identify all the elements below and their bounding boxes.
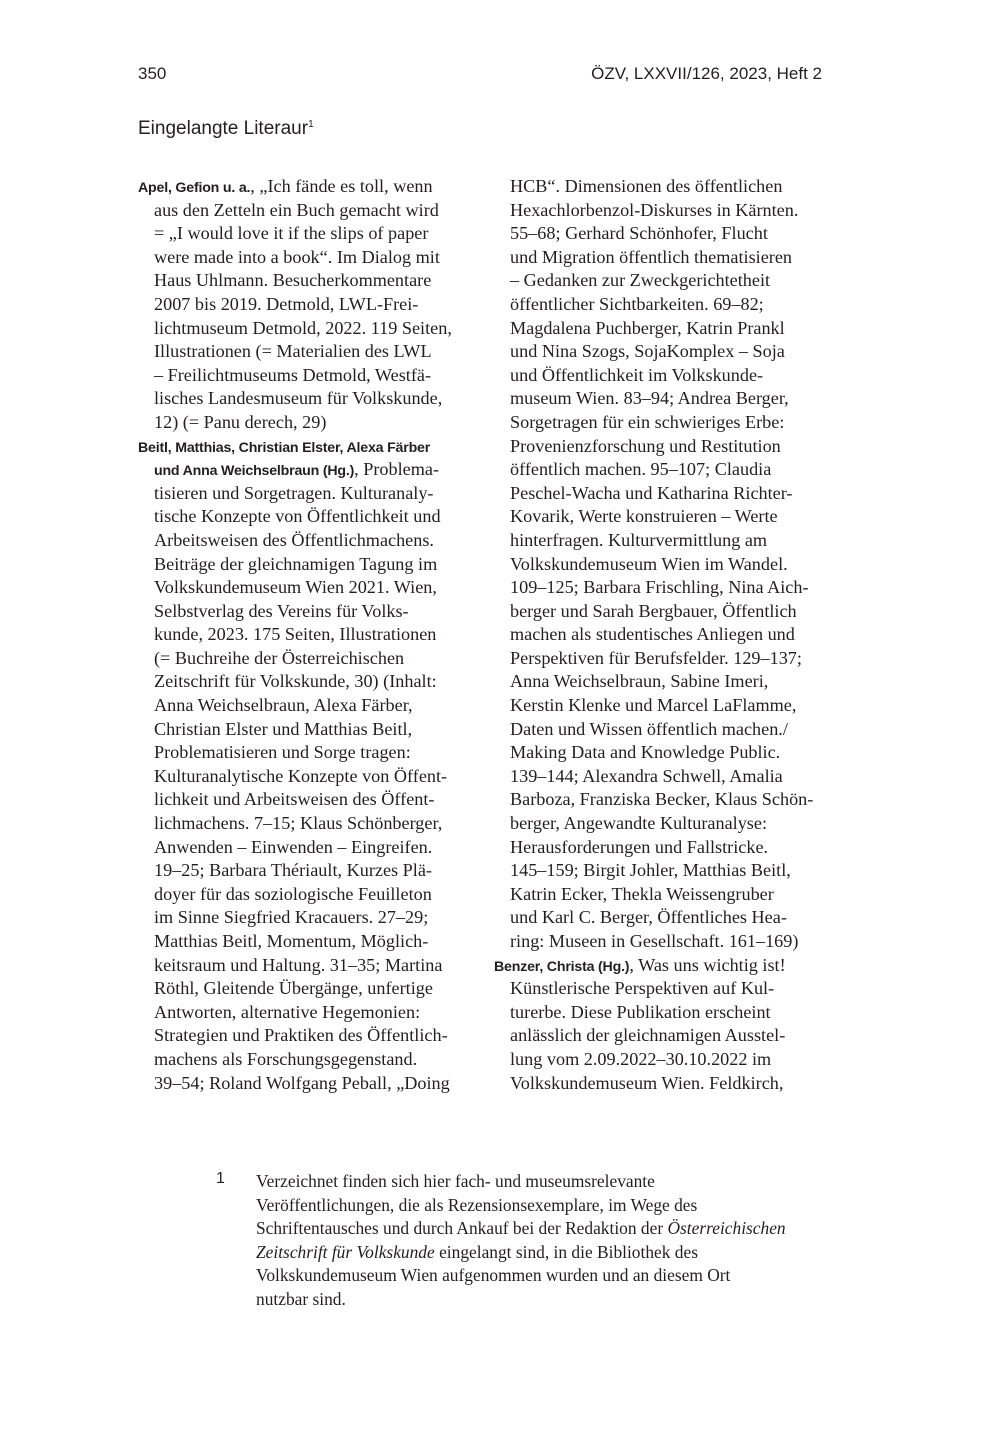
entry-line: Künstlerische Perspektiven auf Kul- (510, 978, 775, 999)
entry-line: Peschel-Wacha und Katharina Richter- (510, 482, 793, 503)
entry-line: Sorgetragen für ein schwieriges Erbe: (510, 411, 785, 432)
entry-line (138, 435, 478, 459)
entry-line: im Sinne Siegfried Kracauers. 27–29; (154, 907, 429, 928)
entry-line: lung vom 2.09.2022–30.10.2022 im (510, 1048, 772, 1069)
entry-line: = „I would love it if the slips of paper (154, 223, 429, 244)
column-right (494, 175, 834, 1095)
entry-line: Haus Uhlmann. Besucherkommentare (154, 270, 432, 291)
entry-line: 109–125; Barbara Frischling, Nina Aich- (510, 577, 809, 598)
entry-line: 12) (= Panu derech, 29) (154, 411, 327, 432)
entry-benzer (494, 954, 834, 1096)
footnote-reference: 1 (308, 119, 314, 130)
footnote-text: eingelangt sind, in die Bibliothek des (434, 1241, 698, 1262)
entry-line: und Öffentlichkeit im Volkskunde- (510, 364, 764, 385)
entry-beitl (138, 435, 478, 1096)
entry-line (138, 458, 478, 482)
entry-line: lichtmuseum Detmold, 2022. 119 Seiten, (154, 317, 452, 338)
entry-line: Kovarik, Werte konstruieren – Werte (510, 506, 778, 527)
entry-line: und Karl C. Berger, Öffentliches Hea- (510, 907, 787, 928)
entry-line: Antworten, alternative Hegemonien: (154, 1001, 421, 1022)
entry-beitl-continued (494, 175, 834, 954)
entry-author: Apel, Gefion u. a. (138, 180, 251, 196)
entry-line: 139–144; Alexandra Schwell, Amalia (510, 765, 783, 786)
entry-line: berger, Angewandte Kulturanalyse: (510, 813, 768, 834)
footnote-text: Schriftentausches und durch Ankauf bei der Redaktion der (256, 1218, 668, 1239)
entry-author: Beitl, Matthias, Christian Elster, Alexa Färber (138, 439, 431, 456)
entry-line: Volkskundemuseum Wien 2021. Wien, (154, 577, 437, 598)
entry-line: Beiträge der gleichnamigen Tagung im (154, 553, 438, 574)
entry-line: lisches Landesmuseum für Volkskunde, (154, 388, 443, 409)
entry-line: Matthias Beitl, Momentum, Möglich- (154, 931, 429, 951)
entry-line: und Migration öffentlich thematisieren (510, 246, 793, 267)
entry-line: Barboza, Franziska Becker, Klaus Schön- (510, 789, 814, 810)
entry-apel (138, 175, 478, 435)
entry-line: 39–54; Roland Wolfgang Peball, „Doing (154, 1072, 450, 1093)
entry-line: machens als Forschungsgegenstand. (154, 1048, 418, 1069)
footnote-number: 1 (216, 1170, 225, 1187)
entry-line: Herausforderungen und Fallstricke. (510, 836, 769, 857)
entry-line: keitsraum und Haltung. 31–35; Martina (154, 954, 443, 975)
entry-line: öffentlich machen. 95–107; Claudia (510, 459, 772, 480)
footnote-line: nutzbar sind. (256, 1288, 346, 1309)
entry-line: 145–159; Birgit Johler, Matthias Beitl, (510, 860, 791, 881)
entry-author: Benzer, Christa (Hg.) (494, 958, 630, 975)
entry-line: und Nina Szogs, SojaKomplex – Soja (510, 341, 785, 362)
entry-line: ring: Museen in Gesellschaft. 161–169) (510, 931, 799, 951)
entry-line: Volkskundemuseum Wien im Wandel. (510, 553, 788, 574)
entry-author: und Anna Weichselbraun (Hg.) (154, 463, 355, 480)
footnote-body (256, 1170, 836, 1312)
entry-line: Perspektiven für Berufsfelder. 129–137; (510, 647, 802, 668)
entry-line: 55–68; Gerhard Schönhofer, Flucht (510, 223, 768, 244)
section-title-text: Eingelangte Literaur (138, 118, 309, 139)
footnote-line (256, 1217, 836, 1241)
entry-line: Making Data and Knowledge Public. (510, 742, 781, 763)
entry-line: hinterfragen. Kulturvermittlung am (510, 529, 768, 550)
entry-line: Katrin Ecker, Thekla Weissengruber (510, 883, 774, 904)
entry-line: Selbstverlag des Vereins für Volks- (154, 600, 409, 621)
entry-line: Problematisieren und Sorge tragen: (154, 742, 411, 763)
page-number: 350 (138, 64, 167, 83)
entry-line: were made into a book“. Im Dialog mit (154, 246, 440, 267)
entry-line: – Freilichtmuseums Detmold, Westfä- (154, 364, 432, 385)
entry-line: anlässlich der gleichnamigen Ausstel- (510, 1025, 786, 1046)
journal-title-italic: Österreichischen (667, 1218, 786, 1239)
entry-text: , Was uns wichtig ist! (629, 954, 786, 975)
entry-line: Volkskundemuseum Wien. Feldkirch, (510, 1072, 784, 1093)
entry-line: Arbeitsweisen des Öffentlichmachens. (154, 529, 434, 550)
entry-line: Magdalena Puchberger, Katrin Prankl (510, 317, 785, 338)
journal-title-italic: Zeitschrift für Volkskunde (256, 1241, 435, 1262)
entry-line: doyer für das soziologische Feuilleton (154, 883, 432, 904)
entry-line: öffentlicher Sichtbarkeiten. 69–82; (510, 293, 764, 314)
entry-line: Christian Elster und Matthias Beitl, (154, 718, 413, 739)
footnote-line (256, 1241, 836, 1265)
entry-line: – Gedanken zur Zweckgerichtetheit (510, 270, 771, 291)
entry-line: Anna Weichselbraun, Sabine Imeri, (510, 671, 769, 692)
entry-line: kunde, 2023. 175 Seiten, Illustrationen (154, 624, 437, 645)
entry-line: berger und Sarah Bergbauer, Öffentlich (510, 600, 797, 621)
entry-line (494, 954, 834, 978)
entry-line: Strategien und Praktiken des Öffentlich- (154, 1025, 448, 1046)
section-title (138, 118, 314, 140)
entry-line: Kerstin Klenke und Marcel LaFlamme, (510, 695, 797, 716)
entry-line: Hexachlorbenzol-Diskurses in Kärnten. (510, 199, 799, 220)
entry-line: tische Konzepte von Öffentlichkeit und (154, 506, 441, 527)
entry-line: turerbe. Diese Publikation erscheint (510, 1001, 771, 1022)
entry-line: HCB“. Dimensionen des öffentlichen (510, 176, 783, 196)
running-head: ÖZV, LXXVII/126, 2023, Heft 2 (591, 64, 822, 83)
column-left (138, 175, 478, 1095)
entry-line: lichmachens. 7–15; Klaus Schönberger, (154, 813, 443, 834)
entry-text: , Problema- (354, 459, 439, 480)
entry-line: (= Buchreihe der Österreichischen (154, 647, 405, 668)
entry-line: Kulturanalytische Konzepte von Öffent- (154, 765, 448, 786)
entry-line: machen als studentisches Anliegen und (510, 624, 795, 645)
entry-line: Anna Weichselbraun, Alexa Färber, (154, 695, 413, 716)
entry-line: 2007 bis 2019. Detmold, LWL-Frei- (154, 293, 419, 314)
entry-line: lichkeit und Arbeitsweisen des Öffent- (154, 789, 435, 810)
entry-line: tisieren und Sorgetragen. Kulturanaly- (154, 482, 434, 503)
entry-line: Röthl, Gleitende Übergänge, unfertige (154, 978, 433, 999)
entry-line: museum Wien. 83–94; Andrea Berger, (510, 388, 789, 409)
entry-line: Provenienzforschung und Restitution (510, 435, 781, 456)
footnote-line: Verzeichnet finden sich hier fach- und museumsrelevante (256, 1171, 655, 1191)
footnote-line: Volkskundemuseum Wien aufgenommen wurden und an diesem Ort (256, 1265, 731, 1286)
entry-line (138, 175, 478, 199)
entry-line: 19–25; Barbara Thériault, Kurzes Plä- (154, 860, 432, 881)
entry-line: Anwenden – Einwenden – Eingreifen. (154, 836, 433, 857)
entry-text: , „Ich fände es toll, wenn (250, 176, 433, 196)
entry-line: Daten und Wissen öffentlich machen./ (510, 718, 788, 739)
footnote-line: Veröffentlichungen, die als Rezensionsexemplare, im Wege des (256, 1194, 698, 1215)
entry-line: Zeitschrift für Volkskunde, 30) (Inhalt: (154, 671, 437, 692)
entry-line: aus den Zetteln ein Buch gemacht wird (154, 199, 439, 220)
entry-line: Illustrationen (= Materialien des LWL (154, 341, 432, 362)
